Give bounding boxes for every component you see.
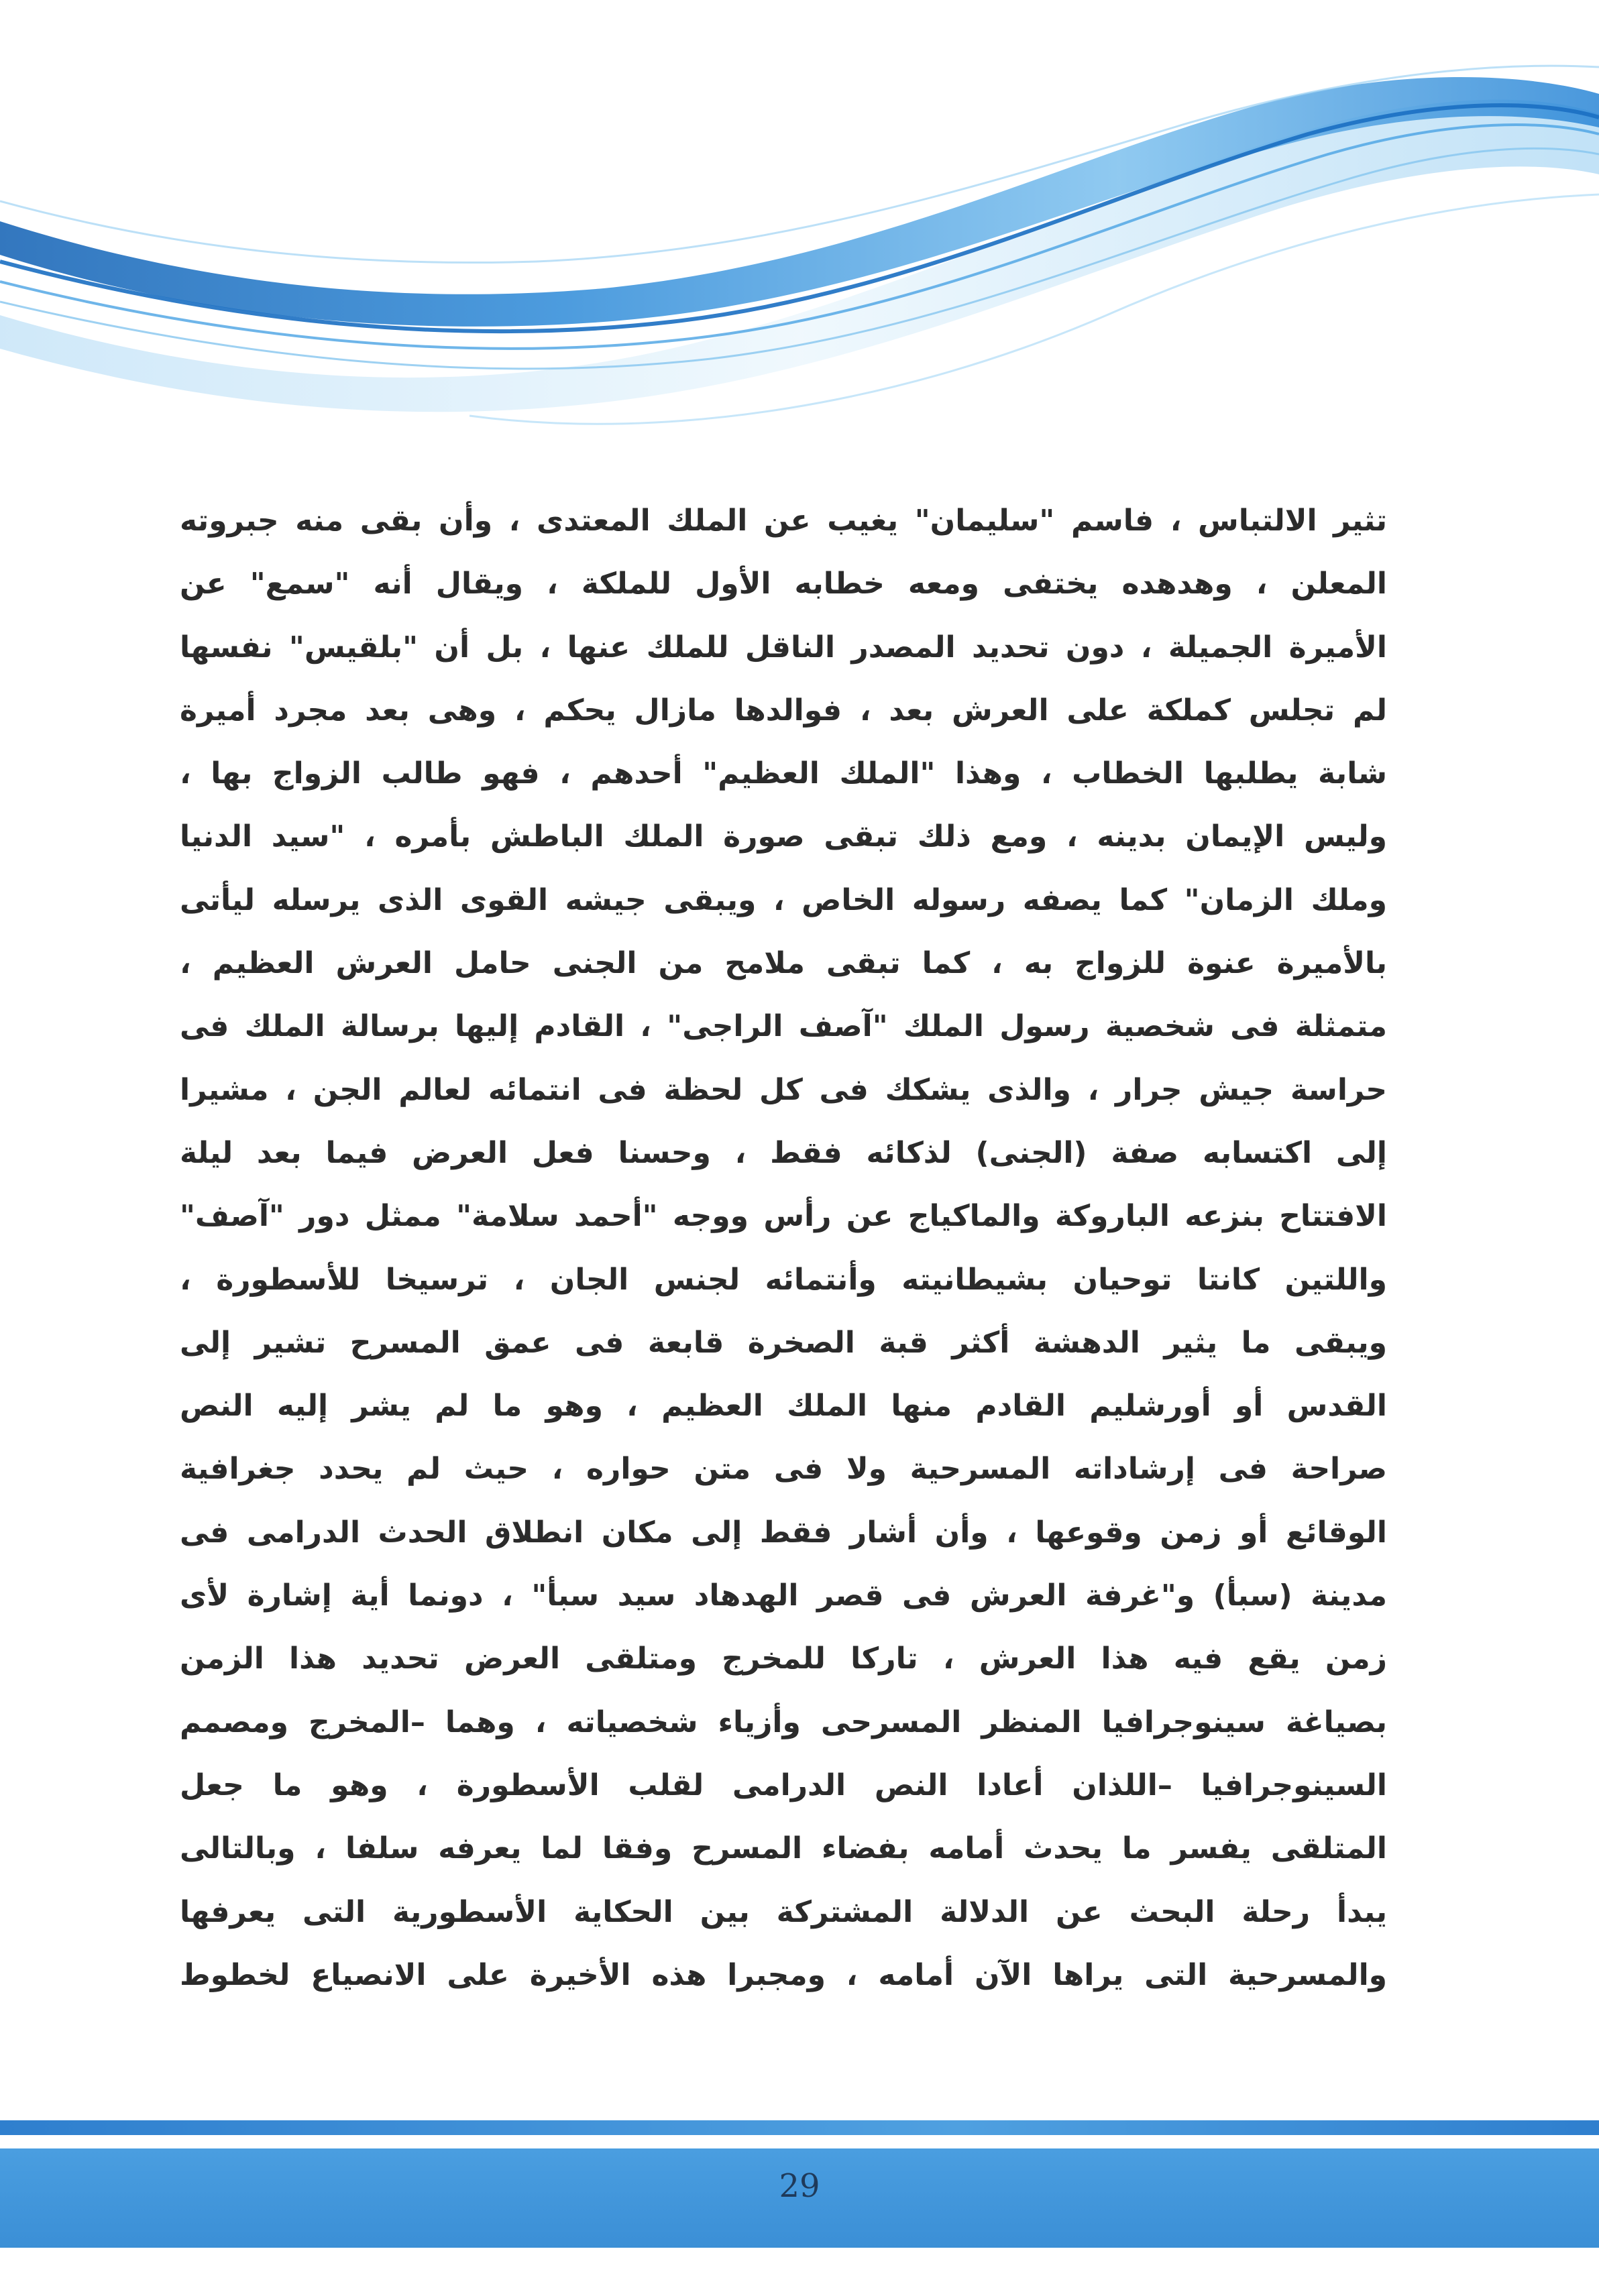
text-line: شابة يطلبها الخطاب ، وهذا "الملك العظيم" أحدهم ، فهو طالب الزواج بها ،	[180, 756, 1387, 791]
text-line: صراحة فى إرشاداته المسرحية ولا فى متن حواره ، حيث لم يحدد جغرافية	[180, 1452, 1387, 1487]
text-line: المعلن ، وهدهده يختفى ومعه خطابه الأول للملكة ، ويقال أنه "سمع" عن	[180, 567, 1387, 601]
wave-band-deep	[0, 77, 1599, 327]
text-line: وملك الزمان" كما يصفه رسوله الخاص ، ويبقى جيشه القوى الذى يرسله ليأتى	[180, 882, 1387, 917]
text-line: الافتتاح بنزعه الباروكة والماكياج عن رأس ووجه "أحمد سلامة" ممثل دور "آصف"	[180, 1199, 1387, 1234]
article-body	[180, 490, 1387, 2005]
text-line: متمثلة فى شخصية رسول الملك "آصف الراجى" ، القادم إليها برسالة الملك فى	[180, 1009, 1387, 1044]
text-line: يبدأ رحلة البحث عن الدلالة المشتركة بين الحكاية الأسطورية التى يعرفها	[180, 1894, 1387, 1929]
text-line: بصياغة سينوجرافيا المنظر المسرحى وأزياء شخصياته ، وهما –المخرج ومصمم	[180, 1705, 1387, 1739]
text-line: السينوجرافيا –اللذان أعادا النص الدرامى لقلب الأسطورة ، وهو ما جعل	[180, 1768, 1387, 1802]
text-line: مدينة (سبأ) و"غرفة العرش فى قصر الهدهاد سيد سبأ" ، دونما أية إشارة لأى	[180, 1578, 1387, 1613]
text-line: والمسرحية التى يراها الآن أمامه ، ومجبرا هذه الأخيرة على الانصياع لخطوط	[180, 1957, 1387, 1992]
text-line: ويبقى ما يثير الدهشة أكثر قبة الصخرة قابعة فى عمق المسرح تشير إلى	[180, 1325, 1387, 1360]
footer-stripe-thin	[0, 2120, 1599, 2135]
page-number: 29	[779, 2167, 820, 2205]
text-line: واللتين كانتا توحيان بشيطانيته وأنتمائه لجنس الجان ، ترسيخا للأسطورة ،	[180, 1262, 1387, 1297]
text-line: حراسة جيش جرار ، والذى يشكك فى كل لحظة فى انتمائه لعالم الجن ، مشيرا	[180, 1072, 1387, 1107]
text-line: بالأميرة عنوة للزواج به ، كما تبقى ملامح من الجنى حامل العرش العظيم ،	[180, 946, 1387, 981]
footer-stripe-gap	[0, 2135, 1599, 2148]
decorative-wave-header	[0, 0, 1599, 483]
text-line: إلى اكتسابه صفة (الجنى) لذكائه فقط ، وحسنا فعل العرض فيما بعد ليلة	[180, 1135, 1387, 1170]
text-line: تثير الالتباس ، فاسم "سليمان" يغيب عن الملك المعتدى ، وأن بقى منه جبروته	[180, 504, 1387, 538]
text-line: القدس أو أورشليم القادم منها الملك العظيم ، وهو ما لم يشر إليه النص	[180, 1389, 1387, 1424]
text-line: وليس الإيمان بدينه ، ومع ذلك تبقى صورة الملك الباطش بأمره ، "سيد الدنيا	[180, 819, 1387, 854]
text-line: الأميرة الجميلة ، دون تحديد المصدر الناقل للملك عنها ، بل أن "بلقيس" نفسها	[180, 630, 1387, 665]
text-line: الوقائع أو زمن وقوعها ، وأن أشار فقط إلى مكان انطلاق الحدث الدرامى فى	[180, 1515, 1387, 1550]
text-line: لم تجلس كملكة على العرش بعد ، فوالدها مازال يحكم ، وهى بعد مجرد أميرة	[180, 693, 1387, 728]
text-line: المتلقى يفسر ما يحدث أمامه بفضاء المسرح وفقا لما يعرفه سلفا ، وبالتالى	[180, 1831, 1387, 1866]
text-line: زمن يقع فيه هذا العرش ، تاركا للمخرج ومتلقى العرض تحديد هذا الزمن	[180, 1642, 1387, 1676]
